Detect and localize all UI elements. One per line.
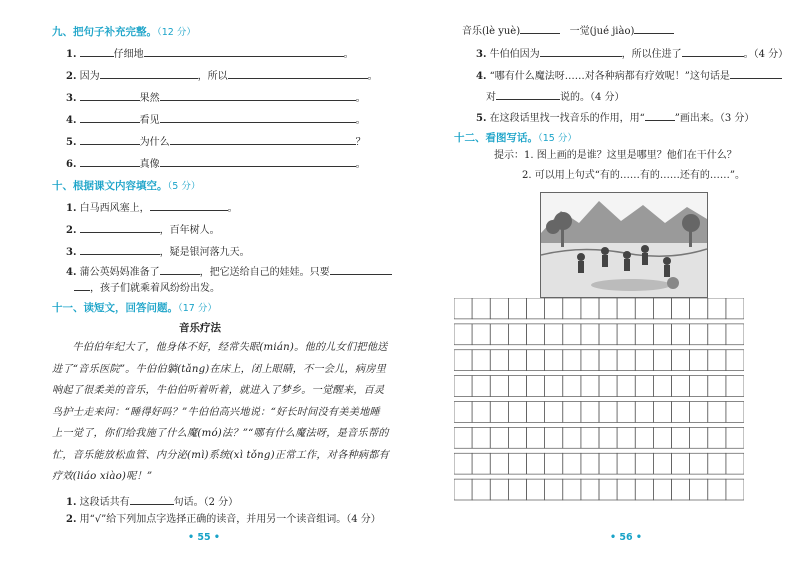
item-number: 3. xyxy=(66,247,77,258)
grid-cell[interactable] xyxy=(490,402,508,423)
grid-cell[interactable] xyxy=(563,427,581,448)
grid-cell[interactable] xyxy=(527,402,545,423)
grid-cell[interactable] xyxy=(708,298,726,319)
s9-item-1 xyxy=(66,46,354,61)
s10-q4-cont xyxy=(74,280,220,295)
blank[interactable] xyxy=(80,222,160,233)
grid-cell[interactable] xyxy=(508,453,526,474)
blank[interactable] xyxy=(80,46,114,57)
grid-cell[interactable] xyxy=(508,324,526,345)
grid-cell[interactable] xyxy=(454,376,472,397)
grid-cell[interactable] xyxy=(708,402,726,423)
grid-cell[interactable] xyxy=(708,376,726,397)
grid-cell[interactable] xyxy=(581,298,599,319)
grid-cell[interactable] xyxy=(508,376,526,397)
item-end: 句话。（2 分） xyxy=(173,497,239,508)
grid-cell[interactable] xyxy=(581,376,599,397)
grid-cell[interactable] xyxy=(635,479,653,500)
grid-cell[interactable] xyxy=(472,376,490,397)
grid-cell[interactable] xyxy=(545,350,563,371)
grid-cell[interactable] xyxy=(690,350,708,371)
section-9-points: （12 分） xyxy=(157,27,196,38)
blank[interactable] xyxy=(80,244,160,255)
grid-cell[interactable] xyxy=(490,453,508,474)
blank[interactable] xyxy=(170,134,356,145)
item-text: 对 xyxy=(486,92,496,103)
grid-cell[interactable] xyxy=(672,479,690,500)
item-text: 果然 xyxy=(139,93,160,104)
grid-cell[interactable] xyxy=(527,427,545,448)
item-text: 白马西风塞上， xyxy=(79,203,150,214)
grid-cell[interactable] xyxy=(672,350,690,371)
blank[interactable] xyxy=(144,46,344,57)
item-end: 。 xyxy=(355,159,366,170)
grid-cell[interactable] xyxy=(653,298,671,319)
grid-cell[interactable] xyxy=(545,453,563,474)
grid-cell[interactable] xyxy=(599,298,617,319)
grid-cell[interactable] xyxy=(545,324,563,345)
grid-cell[interactable] xyxy=(635,376,653,397)
grid-cell[interactable] xyxy=(617,376,635,397)
grid-cell[interactable] xyxy=(599,479,617,500)
grid-cell[interactable] xyxy=(490,350,508,371)
grid-cell[interactable] xyxy=(672,376,690,397)
item-text: 蒲公英妈妈准备了 xyxy=(79,267,160,278)
grid-cell[interactable] xyxy=(599,324,617,345)
grid-cell[interactable] xyxy=(581,427,599,448)
grid-cell[interactable] xyxy=(508,402,526,423)
grid-cell[interactable] xyxy=(581,479,599,500)
illustration-image xyxy=(540,192,708,298)
grid-cell[interactable] xyxy=(599,427,617,448)
s10-q3 xyxy=(66,244,250,259)
grid-cell[interactable] xyxy=(581,350,599,371)
grid-cell[interactable] xyxy=(690,479,708,500)
grid-cell[interactable] xyxy=(454,479,472,500)
item-text: 在这段话里找一找音乐的作用，用“ xyxy=(489,113,645,124)
item-number: 1. xyxy=(66,497,77,508)
section-9-heading xyxy=(52,24,196,39)
blank[interactable] xyxy=(540,46,622,57)
blank[interactable] xyxy=(730,68,782,79)
grid-cell[interactable] xyxy=(545,427,563,448)
grid-cell[interactable] xyxy=(617,402,635,423)
blank[interactable] xyxy=(160,90,356,101)
grid-cell[interactable] xyxy=(545,479,563,500)
grid-cell[interactable] xyxy=(599,350,617,371)
grid-cell[interactable] xyxy=(653,350,671,371)
s9-item-6 xyxy=(66,156,366,171)
grid-cell[interactable] xyxy=(708,479,726,500)
item-end: 。（4 分） xyxy=(743,49,789,60)
grid-cell[interactable] xyxy=(527,479,545,500)
grid-cell[interactable] xyxy=(454,324,472,345)
blank[interactable] xyxy=(80,156,140,167)
blank[interactable] xyxy=(130,494,174,505)
blank[interactable] xyxy=(160,264,200,275)
blank[interactable] xyxy=(100,68,198,79)
grid-cell[interactable] xyxy=(635,298,653,319)
blank[interactable] xyxy=(74,280,90,291)
grid-cell[interactable] xyxy=(653,453,671,474)
writing-grid[interactable] xyxy=(454,298,744,505)
item-end: ”画出来。（3 分） xyxy=(674,113,755,124)
grid-cell[interactable] xyxy=(653,427,671,448)
grid-cell[interactable] xyxy=(617,479,635,500)
grid-cell[interactable] xyxy=(490,427,508,448)
grid-cell[interactable] xyxy=(617,324,635,345)
grid-cell[interactable] xyxy=(472,453,490,474)
item-number: 5. xyxy=(476,113,487,124)
grid-cell[interactable] xyxy=(726,376,744,397)
grid-cell[interactable] xyxy=(454,453,472,474)
item-number: 6. xyxy=(66,159,77,170)
grid-cell[interactable] xyxy=(708,453,726,474)
item-number: 1. xyxy=(66,49,77,60)
blank[interactable] xyxy=(330,264,392,275)
grid-cell[interactable] xyxy=(635,453,653,474)
blank[interactable] xyxy=(645,110,675,121)
page-number-left: • 55 • xyxy=(188,532,220,543)
item-text: 看见 xyxy=(139,115,160,126)
grid-cell[interactable] xyxy=(617,427,635,448)
section-11-heading xyxy=(52,300,217,315)
grid-cell[interactable] xyxy=(490,376,508,397)
grid-cell[interactable] xyxy=(545,402,563,423)
s9-item-3 xyxy=(66,90,366,105)
grid-cell[interactable] xyxy=(472,324,490,345)
grid-cell[interactable] xyxy=(672,298,690,319)
s11-q5 xyxy=(476,110,754,125)
s11-q3 xyxy=(476,46,788,61)
item-text: 为什么 xyxy=(139,137,170,148)
grid-cell[interactable] xyxy=(599,376,617,397)
grid-cell[interactable] xyxy=(635,350,653,371)
s10-q1 xyxy=(66,200,238,215)
section-11-points: （17 分） xyxy=(178,303,217,314)
grid-cell[interactable] xyxy=(726,453,744,474)
grid-cell[interactable] xyxy=(490,479,508,500)
section-10-title: 十、根据课文内容填空。 xyxy=(52,180,168,192)
grid-cell[interactable] xyxy=(635,324,653,345)
blank[interactable] xyxy=(160,156,356,167)
grid-cell[interactable] xyxy=(599,402,617,423)
grid-cell[interactable] xyxy=(472,350,490,371)
item-text: 用“√”给下列加点字选择正确的读音，并用另一个读音组词。（4 分） xyxy=(79,514,381,525)
grid-cell[interactable] xyxy=(726,402,744,423)
grid-cell[interactable] xyxy=(527,298,545,319)
grid-cell[interactable] xyxy=(545,376,563,397)
grid-cell[interactable] xyxy=(690,453,708,474)
section-12-heading xyxy=(454,130,577,145)
q2-continued xyxy=(462,23,674,38)
grid-cell[interactable] xyxy=(563,376,581,397)
s9-item-5 xyxy=(66,134,366,149)
grid-cell[interactable] xyxy=(672,324,690,345)
item-text: 音乐(lè yuè) xyxy=(462,26,521,37)
blank[interactable] xyxy=(150,200,228,211)
grid-cell[interactable] xyxy=(617,453,635,474)
grid-cell[interactable] xyxy=(635,427,653,448)
item-number: 2. xyxy=(66,514,77,525)
section-12-points: （15 分） xyxy=(538,133,577,144)
grid-cell[interactable] xyxy=(653,376,671,397)
grid-cell[interactable] xyxy=(581,453,599,474)
grid-cell[interactable] xyxy=(490,324,508,345)
item-number: 2. xyxy=(66,225,77,236)
grid-cell[interactable] xyxy=(708,427,726,448)
grid-cell[interactable] xyxy=(690,324,708,345)
item-number: 3. xyxy=(66,93,77,104)
item-number: 2. xyxy=(66,71,77,82)
item-text: 因为 xyxy=(79,71,100,82)
grid-cell[interactable] xyxy=(472,298,490,319)
grid-cell[interactable] xyxy=(527,350,545,371)
grid-cell[interactable] xyxy=(454,402,472,423)
grid-cell[interactable] xyxy=(690,402,708,423)
grid-cell[interactable] xyxy=(545,298,563,319)
grid-cell[interactable] xyxy=(635,402,653,423)
item-text: ，孩子们就乘着风纷纷出发。 xyxy=(90,283,220,294)
item-text: ，所以 xyxy=(197,71,228,82)
blank[interactable] xyxy=(520,23,560,34)
item-text: “哪有什么魔法呀……对各种病都有疗效呢！”这句话是 xyxy=(489,71,730,82)
grid-cell[interactable] xyxy=(508,427,526,448)
grid-cell[interactable] xyxy=(563,479,581,500)
item-end: 。 xyxy=(367,71,378,82)
grid-cell[interactable] xyxy=(690,427,708,448)
item-number: 4. xyxy=(66,115,77,126)
section-12-title: 十二、看图写话。 xyxy=(454,132,538,144)
grid-cell[interactable] xyxy=(472,479,490,500)
s11-q2 xyxy=(66,514,381,526)
item-end: 。 xyxy=(355,93,366,104)
hint-1: 提示：1. 图上画的是谁？这里是哪里？他们在干什么？ xyxy=(494,150,737,161)
passage xyxy=(52,337,390,488)
blank[interactable] xyxy=(228,68,368,79)
grid-cell[interactable] xyxy=(690,298,708,319)
grid-cell[interactable] xyxy=(472,402,490,423)
grid-cell[interactable] xyxy=(599,453,617,474)
blank[interactable] xyxy=(496,89,560,100)
grid-cell[interactable] xyxy=(508,479,526,500)
grid-cell[interactable] xyxy=(690,376,708,397)
grid-cell[interactable] xyxy=(653,324,671,345)
grid-cell[interactable] xyxy=(527,453,545,474)
grid-cell[interactable] xyxy=(472,427,490,448)
item-text: ，百年树人。 xyxy=(159,225,220,236)
item-text: ，所以住进了 xyxy=(621,49,682,60)
item-number: 3. xyxy=(476,49,487,60)
blank[interactable] xyxy=(160,112,356,123)
grid-cell[interactable] xyxy=(653,479,671,500)
grid-cell[interactable] xyxy=(617,298,635,319)
grid-cell[interactable] xyxy=(672,427,690,448)
s10-q2 xyxy=(66,222,220,237)
grid-cell[interactable] xyxy=(563,324,581,345)
grid-cell[interactable] xyxy=(672,453,690,474)
grid-cell[interactable] xyxy=(726,324,744,345)
grid-cell[interactable] xyxy=(726,427,744,448)
grid-cell[interactable] xyxy=(454,298,472,319)
item-text: 真像 xyxy=(139,159,160,170)
grid-cell[interactable] xyxy=(653,402,671,423)
grid-cell[interactable] xyxy=(581,324,599,345)
s11-q4 xyxy=(476,68,782,83)
s10-q4 xyxy=(66,264,392,279)
grid-cell[interactable] xyxy=(490,298,508,319)
grid-cell[interactable] xyxy=(508,350,526,371)
section-10-points: （5 分） xyxy=(167,181,201,192)
grid-cell[interactable] xyxy=(617,350,635,371)
grid-cell[interactable] xyxy=(708,350,726,371)
grid-cell[interactable] xyxy=(527,324,545,345)
item-text: 一觉(jué jiào) xyxy=(569,26,635,37)
item-number: 1. xyxy=(66,203,77,214)
item-text: 牛伯伯因为 xyxy=(489,49,540,60)
grid-cell[interactable] xyxy=(454,427,472,448)
section-9-title: 九、把句子补充完整。 xyxy=(52,26,157,38)
blank[interactable] xyxy=(80,90,140,101)
passage-title: 音乐疗法 xyxy=(179,322,221,334)
grid-cell[interactable] xyxy=(454,350,472,371)
grid-cell[interactable] xyxy=(726,298,744,319)
section-10-heading xyxy=(52,178,200,193)
s11-q1 xyxy=(66,494,238,509)
item-text: ，疑是银河落九天。 xyxy=(159,247,250,258)
s9-item-4 xyxy=(66,112,366,127)
item-end: 说的。（4 分） xyxy=(560,92,625,103)
grid-cell[interactable] xyxy=(726,479,744,500)
item-number: 5. xyxy=(66,137,77,148)
item-text: ，把它送给自己的娃娃。只要 xyxy=(199,267,330,278)
grid-cell[interactable] xyxy=(563,350,581,371)
page-number-right: • 56 • xyxy=(610,532,642,543)
item-number: 4. xyxy=(476,71,487,82)
item-text: 这段话共有 xyxy=(79,497,130,508)
grid-cell[interactable] xyxy=(563,402,581,423)
item-text: 仔细地 xyxy=(113,49,144,60)
passage-paragraph: 牛伯伯年纪大了，他身体不好，经常失眠(mián)。他的儿女们把他送进了“音乐医院”。牛伯伯躺(tǎng)在床上，闭上眼睛，不一会儿，病房里响起了很柔美的音乐，牛伯伯听着听着，就进入了梦乡。一觉醒来，百灵鸟护士走来问：“睡得好吗？”牛伯伯高兴地说：“好长时间没有美美地睡上一觉了，你们给我施了什么魔(mó)法？”“哪有什么魔法呀，是音乐帮的忙，音乐能放松血管、内分泌(mì)系统(xì tǒng)正常工作，对各种病都有疗效(liáo xiào)呢！” xyxy=(52,342,390,482)
item-end: 。 xyxy=(227,203,238,214)
item-end: 。 xyxy=(343,49,354,60)
item-number: 4. xyxy=(66,267,77,278)
grid-cell[interactable] xyxy=(708,324,726,345)
s9-item-2 xyxy=(66,68,378,83)
blank[interactable] xyxy=(682,46,744,57)
hint-2: 2. 可以用上句式“有的……有的……还有的……”。 xyxy=(522,170,745,181)
blank[interactable] xyxy=(80,134,140,145)
grid-cell[interactable] xyxy=(508,298,526,319)
blank[interactable] xyxy=(634,23,674,34)
s11-q4-cont xyxy=(486,89,625,104)
grid-cell[interactable] xyxy=(726,350,744,371)
grid-cell[interactable] xyxy=(527,376,545,397)
grid-cell[interactable] xyxy=(563,453,581,474)
section-11-title: 十一、读短文，回答问题。 xyxy=(52,302,178,314)
item-end: 。 xyxy=(355,115,366,126)
grid-cell[interactable] xyxy=(563,298,581,319)
grid-cell[interactable] xyxy=(672,402,690,423)
item-end: ？ xyxy=(355,137,366,148)
blank[interactable] xyxy=(80,112,140,123)
grid-cell[interactable] xyxy=(581,402,599,423)
